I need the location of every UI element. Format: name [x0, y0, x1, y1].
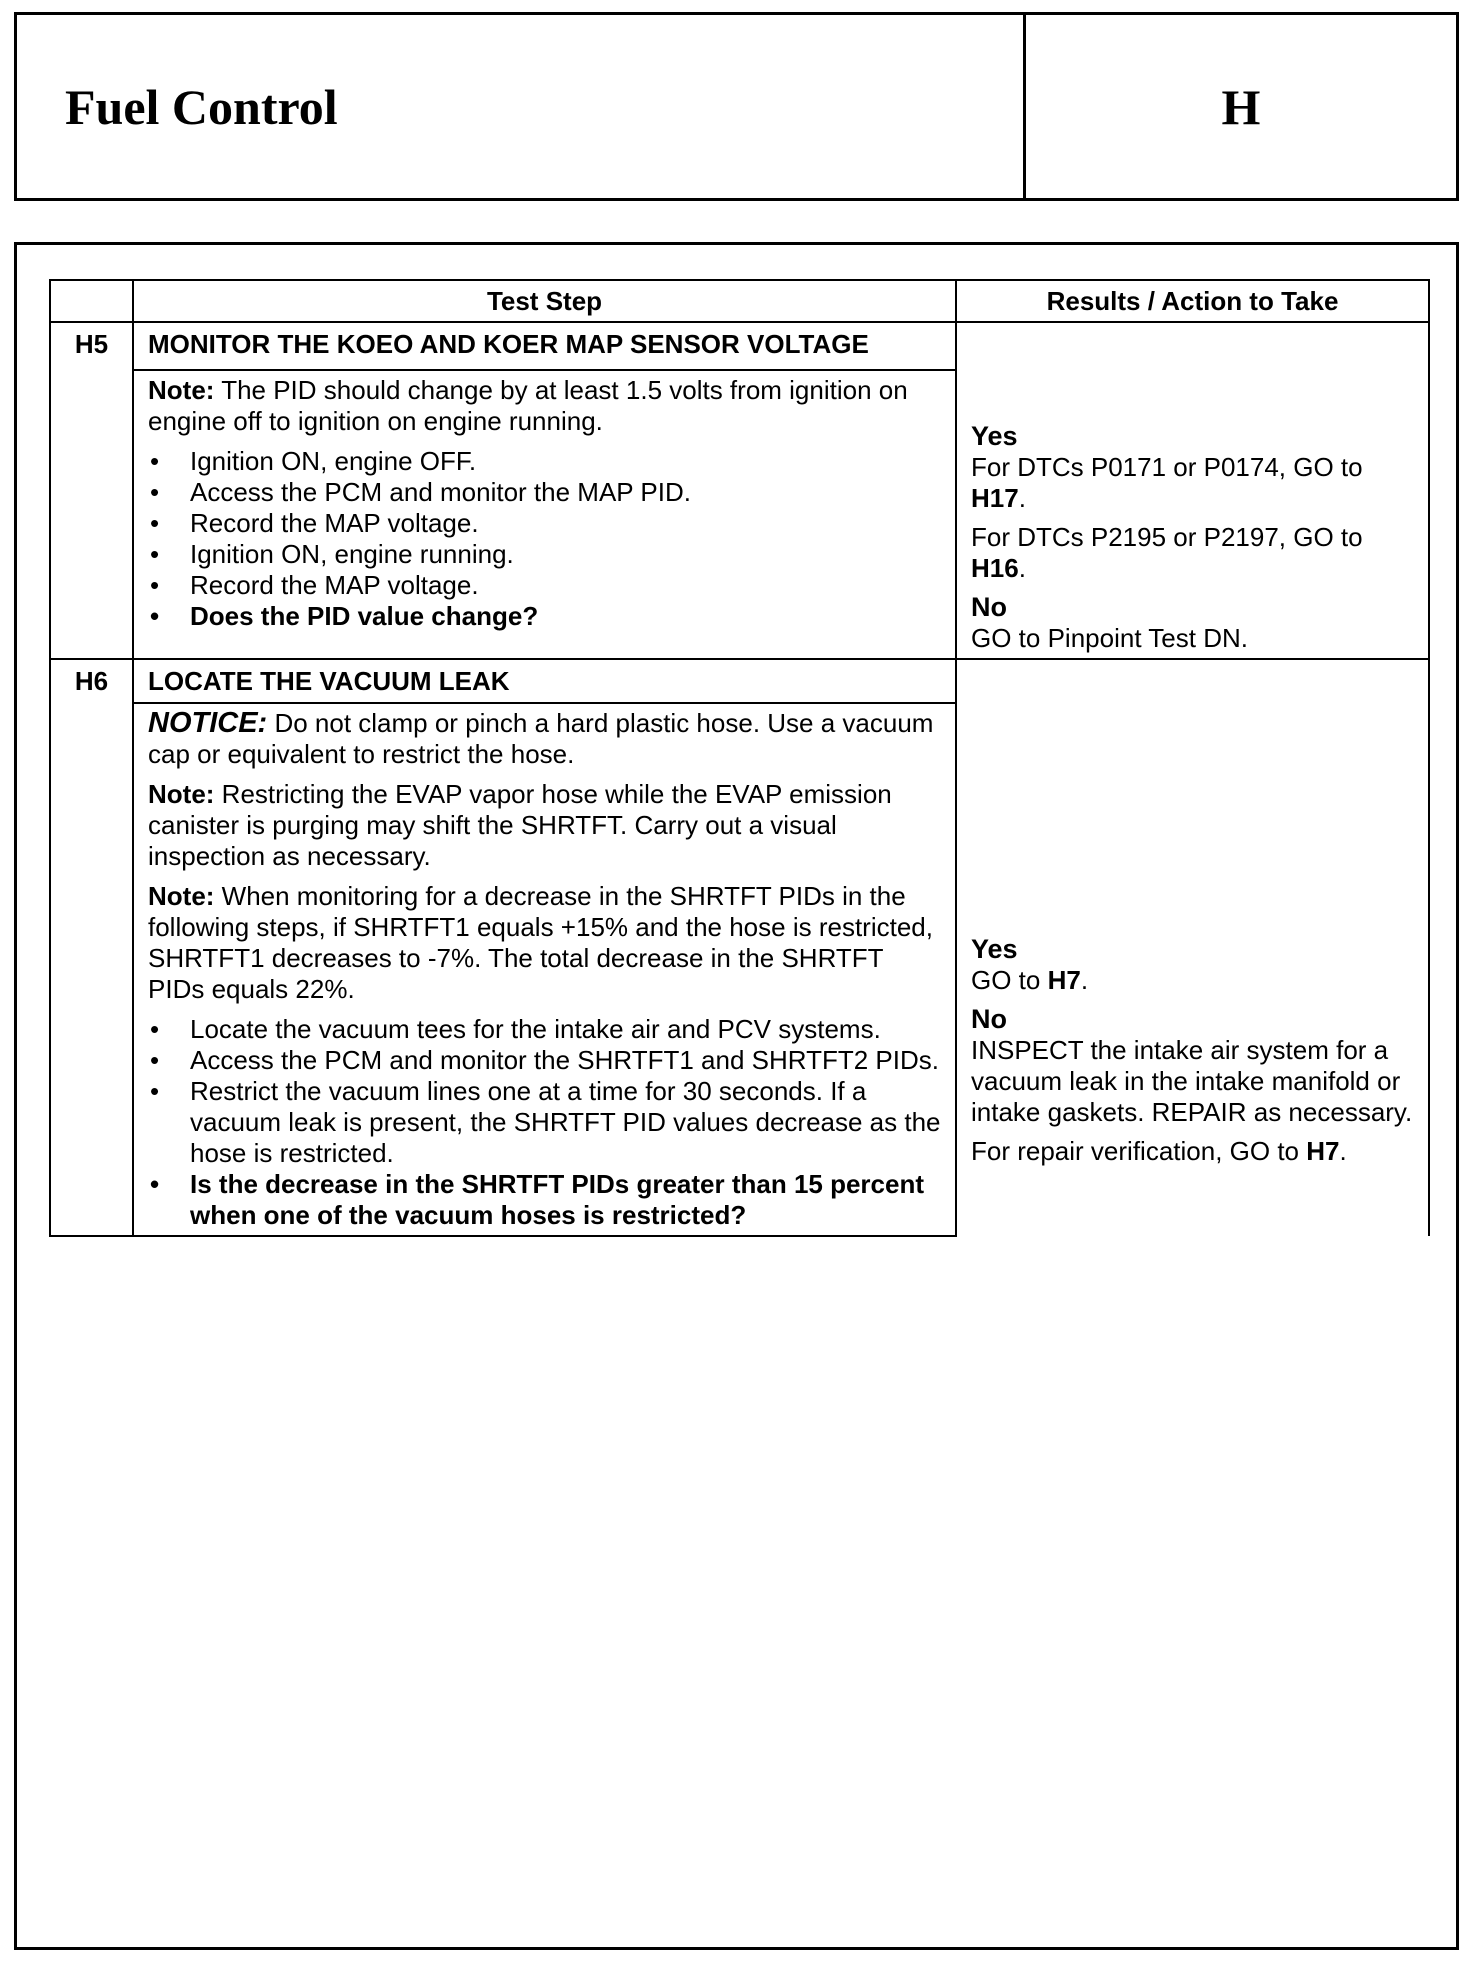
page-header [14, 12, 1459, 201]
h6-no-text: INSPECT the intake air system for a vacuum leak in the intake manifold or intake gaskets. REPAIR as necessary. [971, 1035, 1413, 1127]
list-item: • Access the PCM and monitor the SHRTFT1 and SHRTFT2 PIDs. [150, 1045, 939, 1075]
list-item: • Ignition ON, engine OFF. [150, 445, 477, 476]
step-h6-results [956, 659, 1429, 1236]
table-header-row [50, 280, 1429, 322]
h5-no-block [971, 592, 1414, 654]
h5-no-text: GO to Pinpoint Test DN. [971, 623, 1248, 653]
step-h6-title: LOCATE THE VACUUM LEAK [133, 659, 956, 703]
step-h5-id-spacer [50, 370, 133, 659]
h6-no-block [971, 1004, 1414, 1128]
h5-ref-h17: H17 [971, 483, 1019, 513]
section-code: H [1023, 15, 1456, 198]
h6-notice: NOTICE: Do not clamp or pinch a hard plastic hose. Use a vacuum cap or equivalent to restrict the hose. [148, 707, 934, 769]
h5-ref-h16: H16 [971, 553, 1019, 583]
test-step-column-header: Test Step [133, 280, 956, 322]
h5-bullet-list [148, 446, 941, 632]
section-title: Fuel Control [65, 78, 338, 135]
h5-note: Note: The PID should change by at least 1.5 volts from ignition on engine off to ignition on engine running. [148, 374, 908, 436]
h6-note-2: Note: When monitoring for a decrease in the SHRTFT PIDs in the following steps, if SHRTFT1 equals +15% and the hose is restricted, SHRTFT1 decreases to -7%. The total decrease in the SHRTFT PIDs equals 22%. [148, 881, 933, 1004]
step-h5-title-row [50, 322, 1429, 370]
list-item: • Locate the vacuum tees for the intake air and PCV systems. [150, 1014, 881, 1044]
step-h6-id: H6 [50, 659, 133, 703]
h6-yes-block [971, 934, 1414, 996]
h5-question: • Does the PID value change? [150, 600, 539, 631]
h5-yes-line1: For DTCs P0171 or P0174, GO to H17. [971, 452, 1363, 513]
results-column-header: Results / Action to Take [956, 280, 1429, 322]
h6-no-label: No [971, 1004, 1007, 1034]
step-h5-id: H5 [50, 322, 133, 370]
list-item: • Ignition ON, engine running. [150, 538, 514, 569]
h6-note-1: Note: Restricting the EVAP vapor hose while the EVAP emission canister is purging may shift the SHRTFT. Carry out a visual inspection as necessary. [148, 779, 892, 871]
list-item: • Record the MAP voltage. [150, 507, 479, 538]
test-step-table [49, 279, 1430, 1237]
step-id-column-header [50, 280, 133, 322]
step-h6-title-row [50, 659, 1429, 703]
h6-ref-h7: H7 [1047, 965, 1081, 995]
h5-yes-line2: For DTCs P2195 or P2197, GO to H16. [971, 522, 1363, 583]
h6-question: • Is the decrease in the SHRTFT PIDs greater than 15 percent when one of the vacuum hoses is restricted? [150, 1169, 925, 1230]
page-frame [14, 242, 1459, 1950]
h6-verify-ref-h7: H7 [1306, 1136, 1340, 1166]
list-item: • Restrict the vacuum lines one at a time for 30 seconds. If a vacuum leak is present, the SHRTFT PID values decrease as the hose is restricted. [150, 1076, 941, 1168]
h6-verify-text: For repair verification, GO to H7. [971, 1136, 1347, 1166]
list-item: • Access the PCM and monitor the MAP PID. [150, 476, 691, 507]
h6-yes-text: GO to H7. [971, 965, 1089, 995]
list-item: • Record the MAP voltage. [150, 569, 479, 600]
step-h6-body [133, 703, 956, 1236]
step-h5-body [133, 370, 956, 659]
step-h5-results [956, 322, 1429, 659]
step-h6-id-spacer [50, 703, 133, 1236]
h5-yes-label: Yes [971, 421, 1018, 451]
step-h5-title: MONITOR THE KOEO AND KOER MAP SENSOR VOLTAGE [133, 322, 956, 370]
h6-yes-label: Yes [971, 934, 1018, 964]
h6-bullet-list [148, 1014, 941, 1231]
h5-no-label: No [971, 592, 1007, 622]
h5-yes-block [971, 421, 1414, 514]
